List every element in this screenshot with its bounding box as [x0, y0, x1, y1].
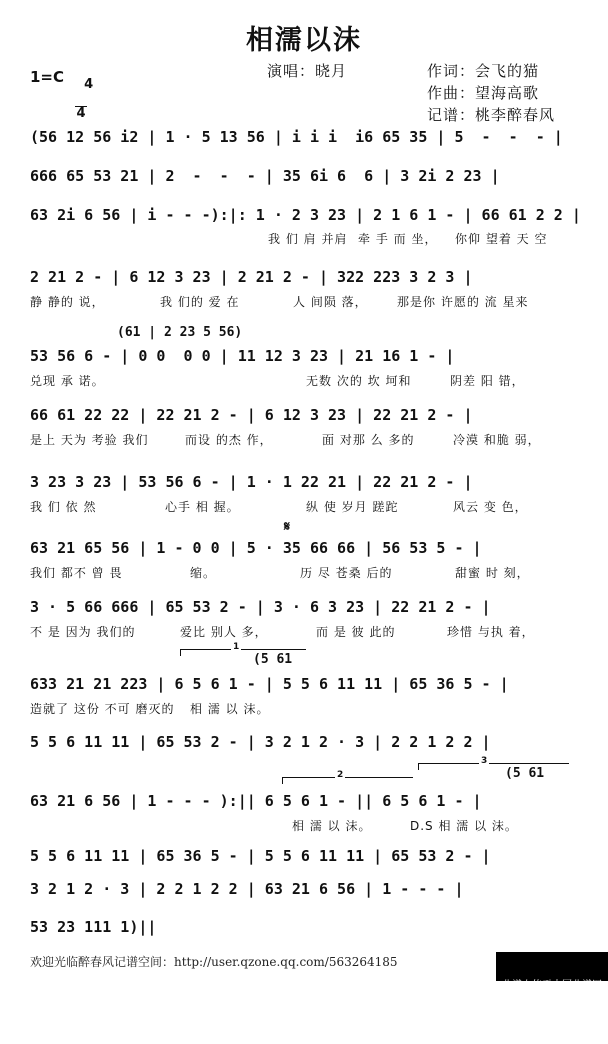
- notation-line-14: 3 2 1 2 · 3 | 2 2 1 2 2 | 63 21 6 56 | 1 - - - |: [30, 880, 464, 898]
- notation-line-2: 666 65 53 21 | 2 - - - | 35 6i 6 6 | 3 2i 2 23 |: [30, 167, 500, 185]
- lyrics-4d: 那是你 许愿的 流 星来: [397, 295, 529, 309]
- notation-line-7: 3 23 3 23 | 53 56 6 - | 1 · 1 22 21 | 22 21 2 - |: [30, 473, 473, 491]
- lyrics-9c: 而 是 彼 此的: [316, 625, 396, 639]
- notation-line-15: 53 23 111 1)||: [30, 918, 157, 936]
- footer-credit: 欢迎光临醉春风记谱空间：http://user.qzone.qq.com/563264185: [30, 955, 398, 969]
- notation-intro-5: (61 | 2 23 5 56): [117, 325, 243, 340]
- composer-credit: 作曲：望海高歌: [427, 84, 540, 102]
- lyrics-8b: 缩。: [190, 566, 217, 580]
- lyrics-4c: 人 间陨 落，: [293, 295, 368, 309]
- notation-line-3: 63 2i 6 56 | i - - -):|: 1 · 2 3 23 | 2 1 6 1 - | 66 61 2 2 |: [30, 206, 581, 224]
- notation-line-10: 633 21 21 223 | 6 5 6 1 - | 5 5 6 11 11 | 65 36 5 - |: [30, 675, 509, 693]
- lyrics-6c: 面 对那 么 多的: [322, 433, 415, 447]
- lyrics-7c: 纵 使 岁月 蹉跎: [306, 500, 399, 514]
- singer-credit: 演唱：晓月: [267, 62, 348, 80]
- lyrics-10b: 相 濡 以 沫。: [190, 702, 270, 716]
- volta-3-label: 3: [481, 756, 488, 766]
- lyrics-4a: 静 静的 说，: [30, 295, 105, 309]
- source-watermark: [496, 952, 608, 1028]
- lyrics-10a: 造就了 这份 不可 磨灭的: [30, 702, 175, 716]
- lyrics-7a: 我 们 依 然: [30, 500, 97, 514]
- lyrics-5c: 阴差 阳 错，: [450, 374, 525, 388]
- lyrics-5b: 无数 次的 坎 坷和: [306, 374, 412, 388]
- transcriber-credit: 记谱：桃李醉春风: [427, 106, 556, 124]
- notation-line-11: 5 5 6 11 11 | 65 53 2 - | 3 2 1 2 · 3 | 2 2 1 2 2 |: [30, 733, 491, 751]
- watermark-main: 曲谱上传于中国曲谱网: [502, 980, 602, 991]
- lyrics-7b: 心手 相 握。: [165, 500, 240, 514]
- lyrics-3c: 你仰 望着 天 空: [455, 232, 548, 246]
- lyrics-9b: 爱比 别人 多，: [180, 625, 268, 639]
- lyrics-8a: 我们 都不 曾 畏: [30, 566, 123, 580]
- lyrics-9a: 不 是 因为 我们的: [30, 625, 136, 639]
- lyrics-8d: 甜蜜 时 刻，: [455, 566, 530, 580]
- volta-2-label: 2: [337, 770, 344, 780]
- lyrics-7d: 风云 变 色，: [453, 500, 528, 514]
- lyrics-12a: 相 濡 以 沫。: [292, 819, 372, 833]
- lyrics-6d: 冷漠 和脆 弱，: [453, 433, 541, 447]
- notation-line-12: 63 21 6 56 | 1 - - - ):|| 6 5 6 1 - || 6 5 6 1 - |: [30, 792, 482, 810]
- notation-line-1: (56 12 56 i2 | 1 · 5 13 56 | i i i i6 65 35 | 5 - - - |: [30, 128, 563, 146]
- segno-sign: 𝄋: [284, 519, 291, 535]
- time-top: 4: [84, 77, 94, 92]
- volta-bracket-2: [282, 770, 413, 784]
- notation-line-5: 53 56 6 - | 0 0 0 0 | 11 12 3 23 | 21 16 1 - |: [30, 347, 455, 365]
- volta-1-label: 1: [233, 642, 240, 652]
- time-bottom: 4: [76, 106, 86, 121]
- lyrics-12b: D.S 相 濡 以 沫。: [410, 819, 518, 833]
- notation-line-8: 63 21 65 56 | 1 - 0 0 | 5 · 35 66 66 | 56 53 5 - |: [30, 539, 482, 557]
- lyrics-9d: 珍惜 与执 着，: [447, 625, 535, 639]
- lyrics-4b: 我 们的 爱 在: [160, 295, 240, 309]
- lyrics-6b: 而设 的杰 作，: [185, 433, 273, 447]
- lyrics-3b: 牵 手 而 坐，: [358, 232, 438, 246]
- notation-line-4: 2 21 2 - | 6 12 3 23 | 2 21 2 - | 322 223 3 2 3 |: [30, 268, 473, 286]
- lyrics-5a: 兑现 承 诺。: [30, 374, 105, 388]
- notation-intro-12: (5 61: [505, 766, 545, 781]
- notation-line-13: 5 5 6 11 11 | 65 36 5 - | 5 5 6 11 11 | 65 53 2 - |: [30, 847, 491, 865]
- notation-line-9: 3 · 5 66 666 | 65 53 2 - | 3 · 6 3 23 | 22 21 2 - |: [30, 598, 491, 616]
- page-title: 相濡以沫: [246, 25, 362, 56]
- lyricist-credit: 作词：会飞的猫: [427, 62, 540, 80]
- watermark-url: http://qupu.haobi.net: [509, 1020, 595, 1028]
- notation-line-6: 66 61 22 22 | 22 21 2 - | 6 12 3 23 | 22 21 2 - |: [30, 406, 473, 424]
- lyrics-6a: 是上 天为 考验 我们: [30, 433, 149, 447]
- time-signature: [75, 64, 94, 135]
- lyrics-3a: 我 们 肩 并肩: [268, 232, 348, 246]
- notation-intro-10: (5 61: [253, 652, 293, 667]
- key-signature: 1=C: [30, 68, 65, 86]
- lyrics-8c: 历 尽 苍桑 后的: [300, 566, 393, 580]
